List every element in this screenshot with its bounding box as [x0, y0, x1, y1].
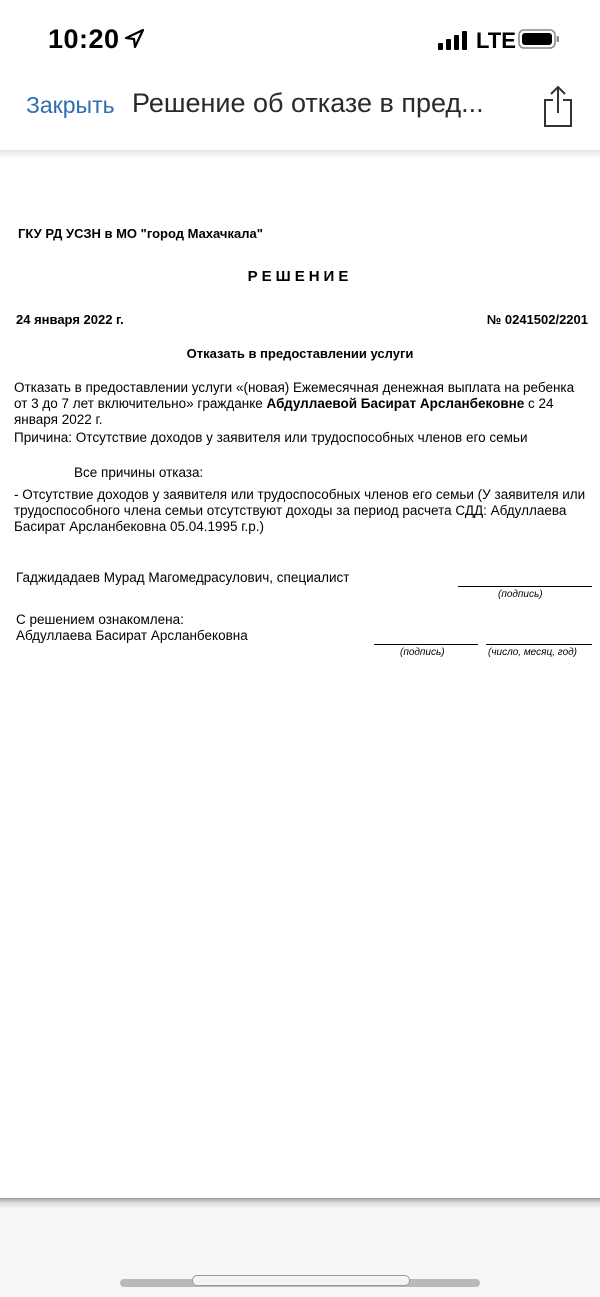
signature-caption-2: (подпись) — [400, 647, 445, 658]
organization-name: ГКУ РД УСЗН в МО "город Махачкала" — [18, 226, 263, 241]
location-arrow-icon — [123, 28, 145, 50]
signature-line-2 — [374, 644, 478, 645]
share-icon[interactable] — [540, 84, 576, 128]
document-date: 24 января 2022 г. — [16, 312, 124, 327]
body-text-2: с 24 января 2022 г. — [14, 396, 554, 427]
signature-line — [458, 586, 592, 587]
page-divider — [0, 1198, 600, 1208]
network-type: LTE — [476, 28, 516, 53]
all-reasons-label: Все причины отказа: — [74, 465, 204, 480]
date-caption: (число, месяц, год) — [488, 647, 577, 658]
citizen-name: Абдуллаевой Басират Арсланбековне — [266, 396, 525, 411]
acknowledged-name: Абдуллаева Басират Арсланбековна — [16, 628, 248, 643]
specialist-name: Гаджидадаев Мурад Магомедрасулович, специалист — [16, 570, 350, 585]
document-page[interactable] — [0, 158, 600, 1198]
document-number: № 0241502/2201 — [486, 312, 588, 327]
battery-icon — [518, 28, 560, 50]
nav-divider — [0, 150, 600, 158]
close-button[interactable]: Закрыть — [26, 92, 115, 118]
nav-bar — [0, 80, 600, 152]
body-text-1: Отказать в предоставлении услуги «(новая) Ежемесячная денежная выплата на ребенка от 3 до 7 лет включительно» гражданке — [14, 380, 575, 411]
nav-title: Решение об отказе в пред... — [132, 88, 484, 118]
scroll-thumb[interactable] — [192, 1275, 410, 1286]
date-line — [486, 644, 592, 645]
decision-body — [14, 380, 584, 428]
document-title: РЕШЕНИЕ — [247, 268, 353, 285]
status-time: 10:20 — [48, 24, 120, 54]
acknowledged-label: С решением ознакомлена: — [16, 612, 184, 627]
reasons-list: - Отсутствие доходов у заявителя или трудоспособных членов его семьи (У заявителя или трудоспособного члена семьи отсутствуют доходы за период расчета СДД: Абдуллаева Басират Арсланбековна 05.04.1995 г.р.) — [14, 487, 586, 534]
decision-heading: Отказать в предоставлении услуги — [186, 346, 414, 361]
reason-line: Причина: Отсутствие доходов у заявителя или трудоспособных членов его семьи — [14, 430, 528, 445]
status-bar — [0, 0, 600, 80]
signature-caption: (подпись) — [498, 589, 543, 600]
signal-bars-icon — [438, 30, 468, 50]
